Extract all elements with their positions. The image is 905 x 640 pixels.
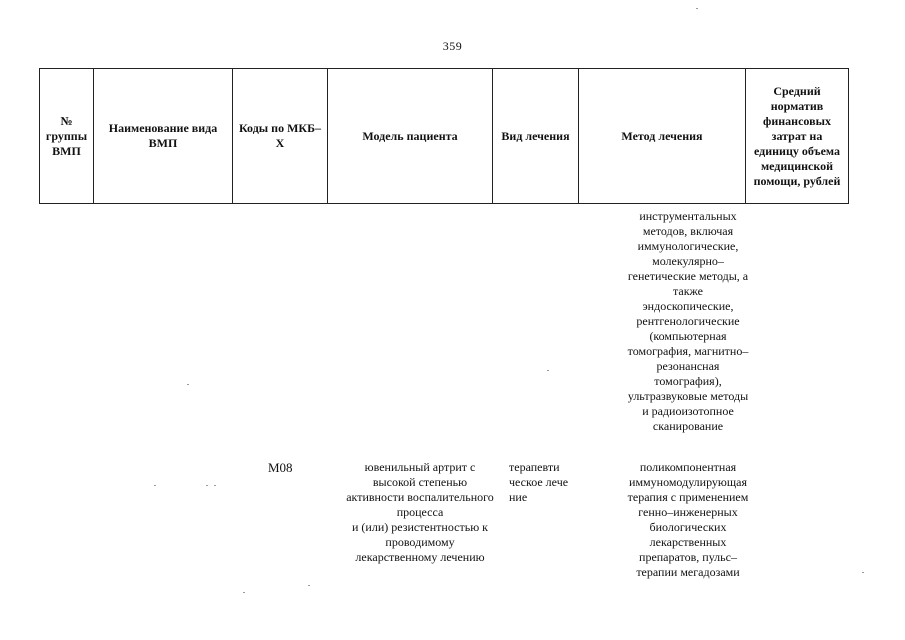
icd-code-cell: М08 [268,460,293,475]
text-line: томография), [654,374,722,388]
text-line: ювенильный артрит с [364,460,476,474]
text-line: и (или) резистентностью к [351,520,488,534]
scan-speck [154,485,156,486]
text-line: активности воспалительного [346,490,494,504]
text-line: эндоскопические, [642,299,734,313]
scan-speck [696,8,698,9]
scan-speck [206,485,208,486]
treatment-method-cell [604,460,772,580]
header-treatment-method: Метод лечения [579,69,746,204]
header-icd-codes: Коды по МКБ–Х [233,69,328,204]
method-continuation-cell [608,209,768,434]
text-line: (компьютерная [649,329,727,343]
header-treatment-type: Вид лечения [493,69,579,204]
text-line: лекарственному лечению [355,550,485,564]
text-line: лекарственных [649,535,727,549]
text-line: ультразвуковые методы [627,389,749,403]
text-line: генетические методы, а [627,269,749,283]
text-line: ние [509,490,528,504]
header-group-number: № группы ВМП [40,69,94,204]
text-line: генно–инженерных [638,505,738,519]
text-line: терапевти [509,460,560,474]
patient-model-cell [335,460,505,565]
text-line: терапии мегадозами [636,565,740,579]
header-vmp-name: Наименование вида ВМП [94,69,233,204]
text-line: иммуномодулирующая [629,475,747,489]
text-line: препаратов, пульс– [639,550,737,564]
text-line: высокой степенью [372,475,468,489]
page-number: 359 [442,39,463,53]
text-line: томография, магнитно– [627,344,749,358]
text-line: иммунологические, [637,239,739,253]
text-line: методов, включая [642,224,734,238]
text-line: резонансная [656,359,720,373]
scan-speck [308,585,310,586]
text-line: рентгенологические [636,314,740,328]
text-line: также [672,284,703,298]
scan-speck [862,572,864,573]
scan-speck [187,384,189,385]
text-line: и радиоизотопное [642,404,734,418]
scan-speck [214,485,216,486]
text-line: сканирование [652,419,724,433]
scan-speck [547,370,549,371]
header-average-cost: Средний норматив финансовых затрат на единицу объема медицинской помощи, рублей [746,69,849,204]
text-line: процесса [396,505,444,519]
text-line: поликомпонентная [639,460,737,474]
text-line: терапия с применением [627,490,749,504]
table-header [39,68,849,204]
treatment-type-cell [509,460,589,505]
text-line: биологических [649,520,727,534]
text-line: ческое лече [509,475,569,489]
header-patient-model: Модель пациента [328,69,493,204]
scan-speck [243,592,245,593]
text-line: инструментальных [639,209,737,223]
text-line: проводимому [385,535,455,549]
text-line: молекулярно– [652,254,724,268]
